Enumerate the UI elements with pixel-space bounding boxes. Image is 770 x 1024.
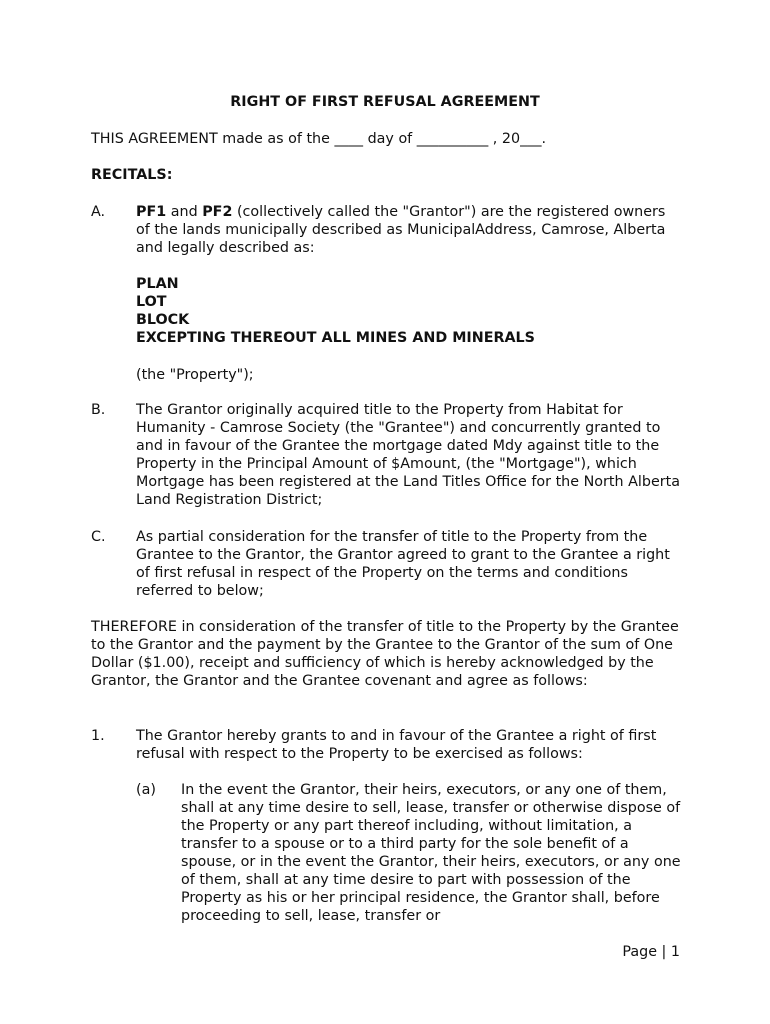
legal-plan: PLAN	[136, 276, 179, 292]
property-definition: (the "Property");	[136, 367, 254, 383]
recital-a-label: A.	[91, 204, 106, 220]
recital-c-label: C.	[91, 529, 106, 545]
agreement-intro: THIS AGREEMENT made as of the ____ day of __________ , 20___.	[91, 131, 547, 147]
legal-block: BLOCK	[136, 312, 190, 328]
recital-b-text: The Grantor originally acquired title to the Property from Habitat for Humanity - Camrose Society (the "Grantee") and concurrently granted to and in favour of the Grantee the mortgage dated Mdy against title to the Property in the Principal Amount of $Amount, (the "Mortgage"), which Mortgage has been registered at the Land Titles Office for the North Alberta Land Registration District;	[136, 402, 680, 508]
legal-lot: LOT	[136, 294, 167, 310]
legal-excepting: EXCEPTING THEREOUT ALL MINES AND MINERALS	[136, 330, 535, 346]
therefore-clause: THEREFORE in consideration of the transfer of title to the Property by the Grantee to the Grantor and the payment by the Grantee to the Grantor of the sum of One Dollar ($1.00), receipt and sufficiency of which is hereby acknowledged by the Grantor, the Grantor and the Grantee covenant and agree as follows:	[91, 619, 679, 689]
recital-a-body: (collectively called the "Grantor") are the registered owners of the lands municipally described as MunicipalAddress, Camrose, Alberta and legally described as:	[136, 204, 666, 256]
recital-c-text: As partial consideration for the transfer of title to the Property from the Grantee to the Grantor, the Grantor agreed to grant to the Grantee a right of first refusal in respect of the Property on the terms and conditions referred to below;	[136, 529, 670, 599]
recitals-heading: RECITALS:	[91, 167, 173, 183]
conjunction: and	[166, 204, 203, 220]
page-number: Page | 1	[622, 944, 680, 960]
document-title: RIGHT OF FIRST REFUSAL AGREEMENT	[230, 94, 540, 110]
clause-1a-text: In the event the Grantor, their heirs, executors, or any one of them, shall at any time desire to sell, lease, transfer or otherwise dispose of the Property or any part thereof including, without limitation, a transfer to a spouse or to a third party for the sole benefit of a spouse, or in the event the Grantor, their heirs, executors, or any one of them, shall at any time desire to part with possession of the Property as his or her principal residence, the Grantor shall, before proceeding to sell, lease, transfer or	[181, 782, 681, 924]
clause-1a-label: (a)	[136, 782, 156, 798]
clause-1-label: 1.	[91, 728, 105, 744]
clause-1-text: The Grantor hereby grants to and in favour of the Grantee a right of first refusal with respect to the Property to be exercised as follows:	[136, 728, 657, 762]
party-1: PF1	[136, 204, 167, 220]
recital-b-label: B.	[91, 402, 106, 418]
recital-a-text	[136, 203, 681, 257]
party-2: PF2	[202, 204, 233, 220]
